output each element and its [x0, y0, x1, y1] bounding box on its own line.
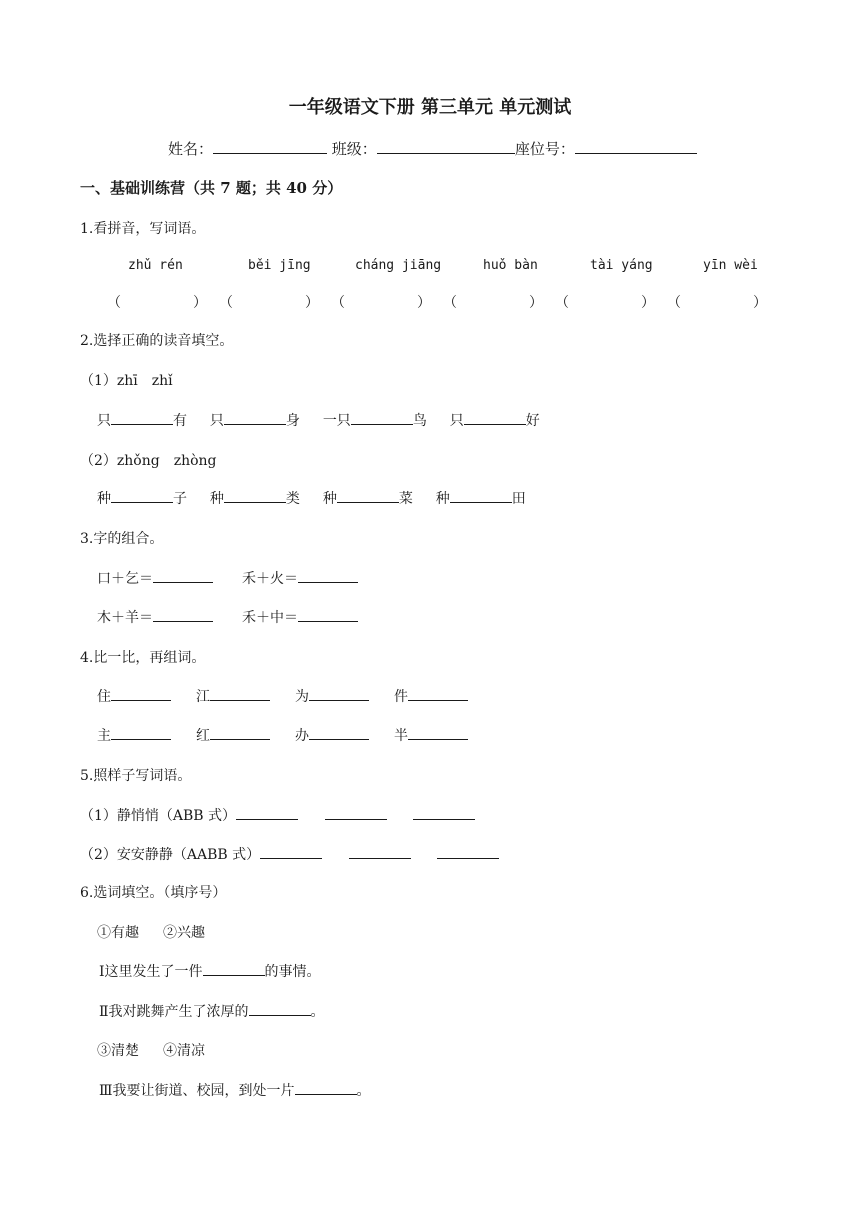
- q4-row2-item-4: 半: [394, 725, 468, 745]
- q4-row2-item-2: 红: [196, 725, 270, 745]
- q6-sentence-3: Ⅲ我要让街道、校园，到处一片 。: [99, 1080, 371, 1100]
- fill-blank[interactable]: [325, 805, 387, 820]
- student-info-line: [168, 138, 697, 159]
- fill-blank[interactable]: [111, 686, 171, 701]
- fill-blank[interactable]: [111, 410, 173, 425]
- q4-row1-item-4: 件: [394, 686, 468, 706]
- fill-blank[interactable]: [408, 686, 468, 701]
- pinyin-5: tài yáng: [590, 258, 653, 273]
- question-6-prompt: 6.选词填空。（填序号）: [80, 885, 227, 901]
- seat-blank[interactable]: [575, 138, 697, 154]
- section-heading: 一、基础训练营（共 7 题；共 40 分）: [80, 179, 343, 197]
- question-3-prompt: 3.字的组合。: [80, 531, 164, 547]
- class-label: 班级：: [331, 140, 377, 158]
- question-2-prompt: 2.选择正确的读音填空。: [80, 333, 234, 349]
- pinyin-1: zhǔ rén: [128, 258, 183, 273]
- fill-blank[interactable]: [298, 568, 358, 583]
- q3-item-1: 口＋乞＝: [97, 568, 213, 588]
- fill-blank[interactable]: [153, 568, 213, 583]
- question-4-prompt: 4.比一比，再组词。: [80, 650, 206, 666]
- fill-blank[interactable]: [408, 725, 468, 740]
- q3-item-4: 禾＋中＝: [242, 607, 358, 627]
- fill-blank[interactable]: [260, 844, 322, 859]
- class-blank[interactable]: [377, 138, 515, 154]
- q2-sub2-line: 种 子 种 类 种 菜 种 田: [97, 488, 526, 508]
- fill-blank[interactable]: [413, 805, 475, 820]
- fill-blank[interactable]: [153, 607, 213, 622]
- q5-sub1: （1）静悄悄（ABB 式）: [80, 805, 475, 825]
- fill-blank[interactable]: [210, 725, 270, 740]
- q3-item-2: 禾＋火＝: [242, 568, 358, 588]
- fill-blank[interactable]: [203, 961, 265, 976]
- q2-sub1-line: 只 有 只 身 一只 鸟 只 好: [97, 410, 540, 430]
- fill-blank[interactable]: [464, 410, 526, 425]
- pinyin-6: yīn wèi: [703, 258, 758, 273]
- question-5-prompt: 5.照样子写词语。: [80, 768, 192, 784]
- q4-row1-item-1: 住: [97, 686, 171, 706]
- fill-blank[interactable]: [298, 607, 358, 622]
- answer-paren-5[interactable]: （ ）: [555, 295, 655, 311]
- name-label: 姓名：: [168, 140, 214, 158]
- fill-blank[interactable]: [224, 488, 286, 503]
- fill-blank[interactable]: [236, 805, 298, 820]
- fill-blank[interactable]: [111, 725, 171, 740]
- fill-blank[interactable]: [224, 410, 286, 425]
- fill-blank[interactable]: [249, 1001, 311, 1016]
- fill-blank[interactable]: [111, 488, 173, 503]
- fill-blank[interactable]: [309, 686, 369, 701]
- answer-paren-6[interactable]: （ ）: [667, 295, 767, 311]
- seat-label: 座位号：: [514, 140, 575, 158]
- q5-sub2: （2）安安静静（AABB 式）: [80, 844, 499, 864]
- fill-blank[interactable]: [450, 488, 512, 503]
- answer-paren-3[interactable]: （ ）: [331, 295, 431, 311]
- q4-row1-item-3: 为: [295, 686, 369, 706]
- q2-sub2-label: （2）zhǒng zhòng: [80, 453, 217, 469]
- q2-sub1-label: （1）zhī zhǐ: [80, 373, 173, 389]
- pinyin-2: běi jīng: [248, 258, 311, 273]
- q4-row2-item-1: 主: [97, 725, 171, 745]
- answer-paren-1[interactable]: （ ）: [107, 295, 207, 311]
- answer-paren-2[interactable]: （ ）: [219, 295, 319, 311]
- fill-blank[interactable]: [309, 725, 369, 740]
- page-title: 一年级语文下册 第三单元 单元测试: [288, 97, 572, 118]
- q6-options-1: ①有趣 ②兴趣: [97, 925, 205, 941]
- answer-paren-4[interactable]: （ ）: [443, 295, 543, 311]
- q4-row2-item-3: 办: [295, 725, 369, 745]
- q6-options-2: ③清楚 ④清凉: [97, 1043, 205, 1059]
- name-blank[interactable]: [213, 138, 327, 154]
- q6-sentence-1: Ⅰ这里发生了一件 的事情。: [99, 961, 321, 981]
- fill-blank[interactable]: [351, 410, 413, 425]
- fill-blank[interactable]: [437, 844, 499, 859]
- q3-item-3: 木＋羊＝: [97, 607, 213, 627]
- fill-blank[interactable]: [210, 686, 270, 701]
- fill-blank[interactable]: [337, 488, 399, 503]
- q4-row1-item-2: 江: [196, 686, 270, 706]
- q6-sentence-2: Ⅱ我对跳舞产生了浓厚的 。: [99, 1001, 325, 1021]
- fill-blank[interactable]: [349, 844, 411, 859]
- question-1-prompt: 1.看拼音，写词语。: [80, 221, 206, 237]
- pinyin-4: huǒ bàn: [483, 258, 538, 273]
- fill-blank[interactable]: [295, 1080, 357, 1095]
- pinyin-3: cháng jiāng: [355, 258, 442, 273]
